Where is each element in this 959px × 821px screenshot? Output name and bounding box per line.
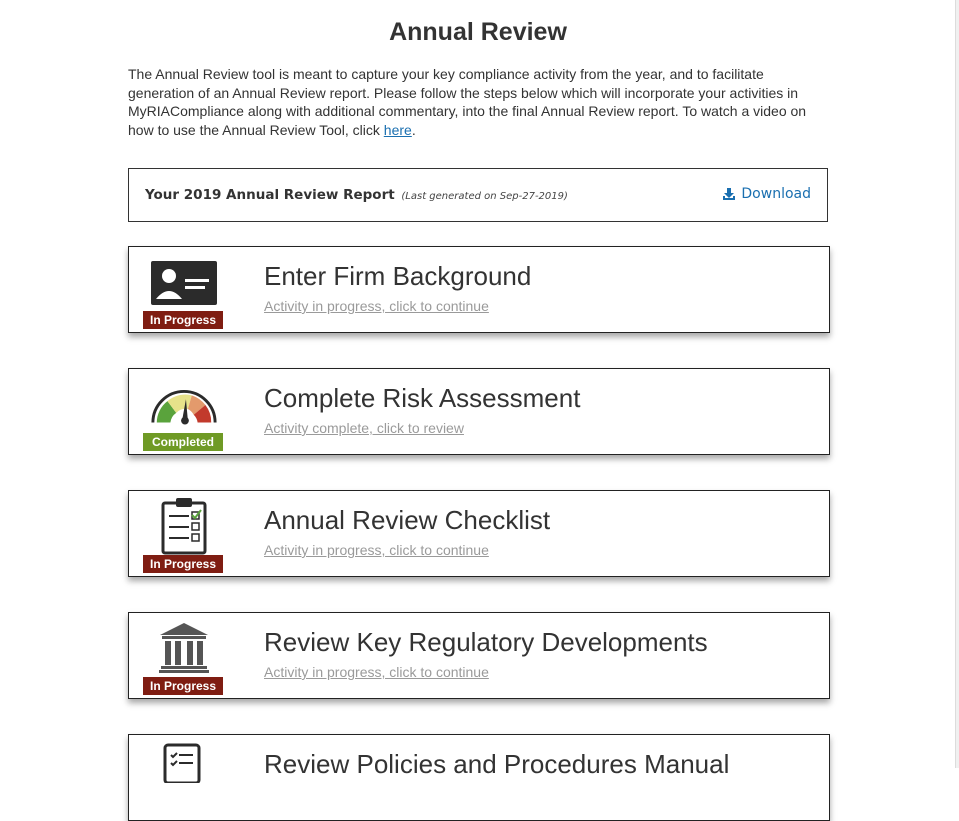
page-title: Annual Review — [389, 18, 567, 46]
intro-paragraph — [128, 65, 818, 139]
status-badge: In Progress — [143, 311, 223, 329]
status-badge: In Progress — [143, 677, 223, 695]
card-review-policies-and-procedures-manual[interactable] — [128, 734, 830, 821]
annual-report-panel — [128, 168, 828, 222]
report-generated-date: (Last generated on Sep-27-2019) — [401, 191, 568, 202]
card-review-key-regulatory-developments[interactable] — [128, 612, 830, 699]
card-continue-link[interactable]: Activity in progress, click to continue — [264, 298, 489, 314]
card-title: Enter Firm Background — [264, 261, 532, 291]
intro-suffix: . — [411, 121, 416, 138]
card-icon-wrap — [149, 625, 219, 675]
report-title-text: Your 2019 Annual Review Report — [145, 187, 395, 203]
download-label: Download — [741, 186, 811, 202]
page-right-border — [955, 0, 959, 768]
card-icon-wrap — [149, 747, 219, 797]
policy-document-icon — [161, 743, 207, 783]
card-continue-link[interactable]: Activity in progress, click to continue — [264, 664, 489, 680]
clipboard-checklist-icon — [161, 497, 207, 555]
card-review-link[interactable]: Activity complete, click to review — [264, 420, 464, 436]
status-badge: In Progress — [143, 555, 223, 573]
gauge-icon — [149, 387, 219, 427]
bank-building-icon — [158, 621, 210, 673]
card-enter-firm-background[interactable] — [128, 246, 830, 333]
report-title — [145, 187, 568, 203]
card-title: Review Policies and Procedures Manual — [264, 749, 730, 779]
card-icon-wrap — [149, 503, 219, 553]
card-title: Annual Review Checklist — [264, 505, 551, 535]
card-annual-review-checklist[interactable] — [128, 490, 830, 577]
card-title: Complete Risk Assessment — [264, 383, 581, 413]
intro-text: The Annual Review tool is meant to capture your key compliance activity from the year, and to facilitate generation of an Annual Review report. Please follow the steps below which will incorporate your activities in MyRIACompliance along with additional commentary, into the final Annual Review report. To watch a video on how to use the Annual Review Tool, click — [128, 66, 807, 138]
card-complete-risk-assessment[interactable] — [128, 368, 830, 455]
card-title: Review Key Regulatory Developments — [264, 627, 708, 657]
id-card-icon — [151, 261, 217, 305]
download-icon — [722, 187, 736, 201]
download-button[interactable] — [722, 186, 811, 202]
card-icon-wrap — [149, 259, 219, 309]
video-link[interactable]: here — [383, 121, 412, 138]
status-badge: Completed — [143, 433, 223, 451]
card-icon-wrap — [149, 381, 219, 431]
card-continue-link[interactable]: Activity in progress, click to continue — [264, 542, 489, 558]
